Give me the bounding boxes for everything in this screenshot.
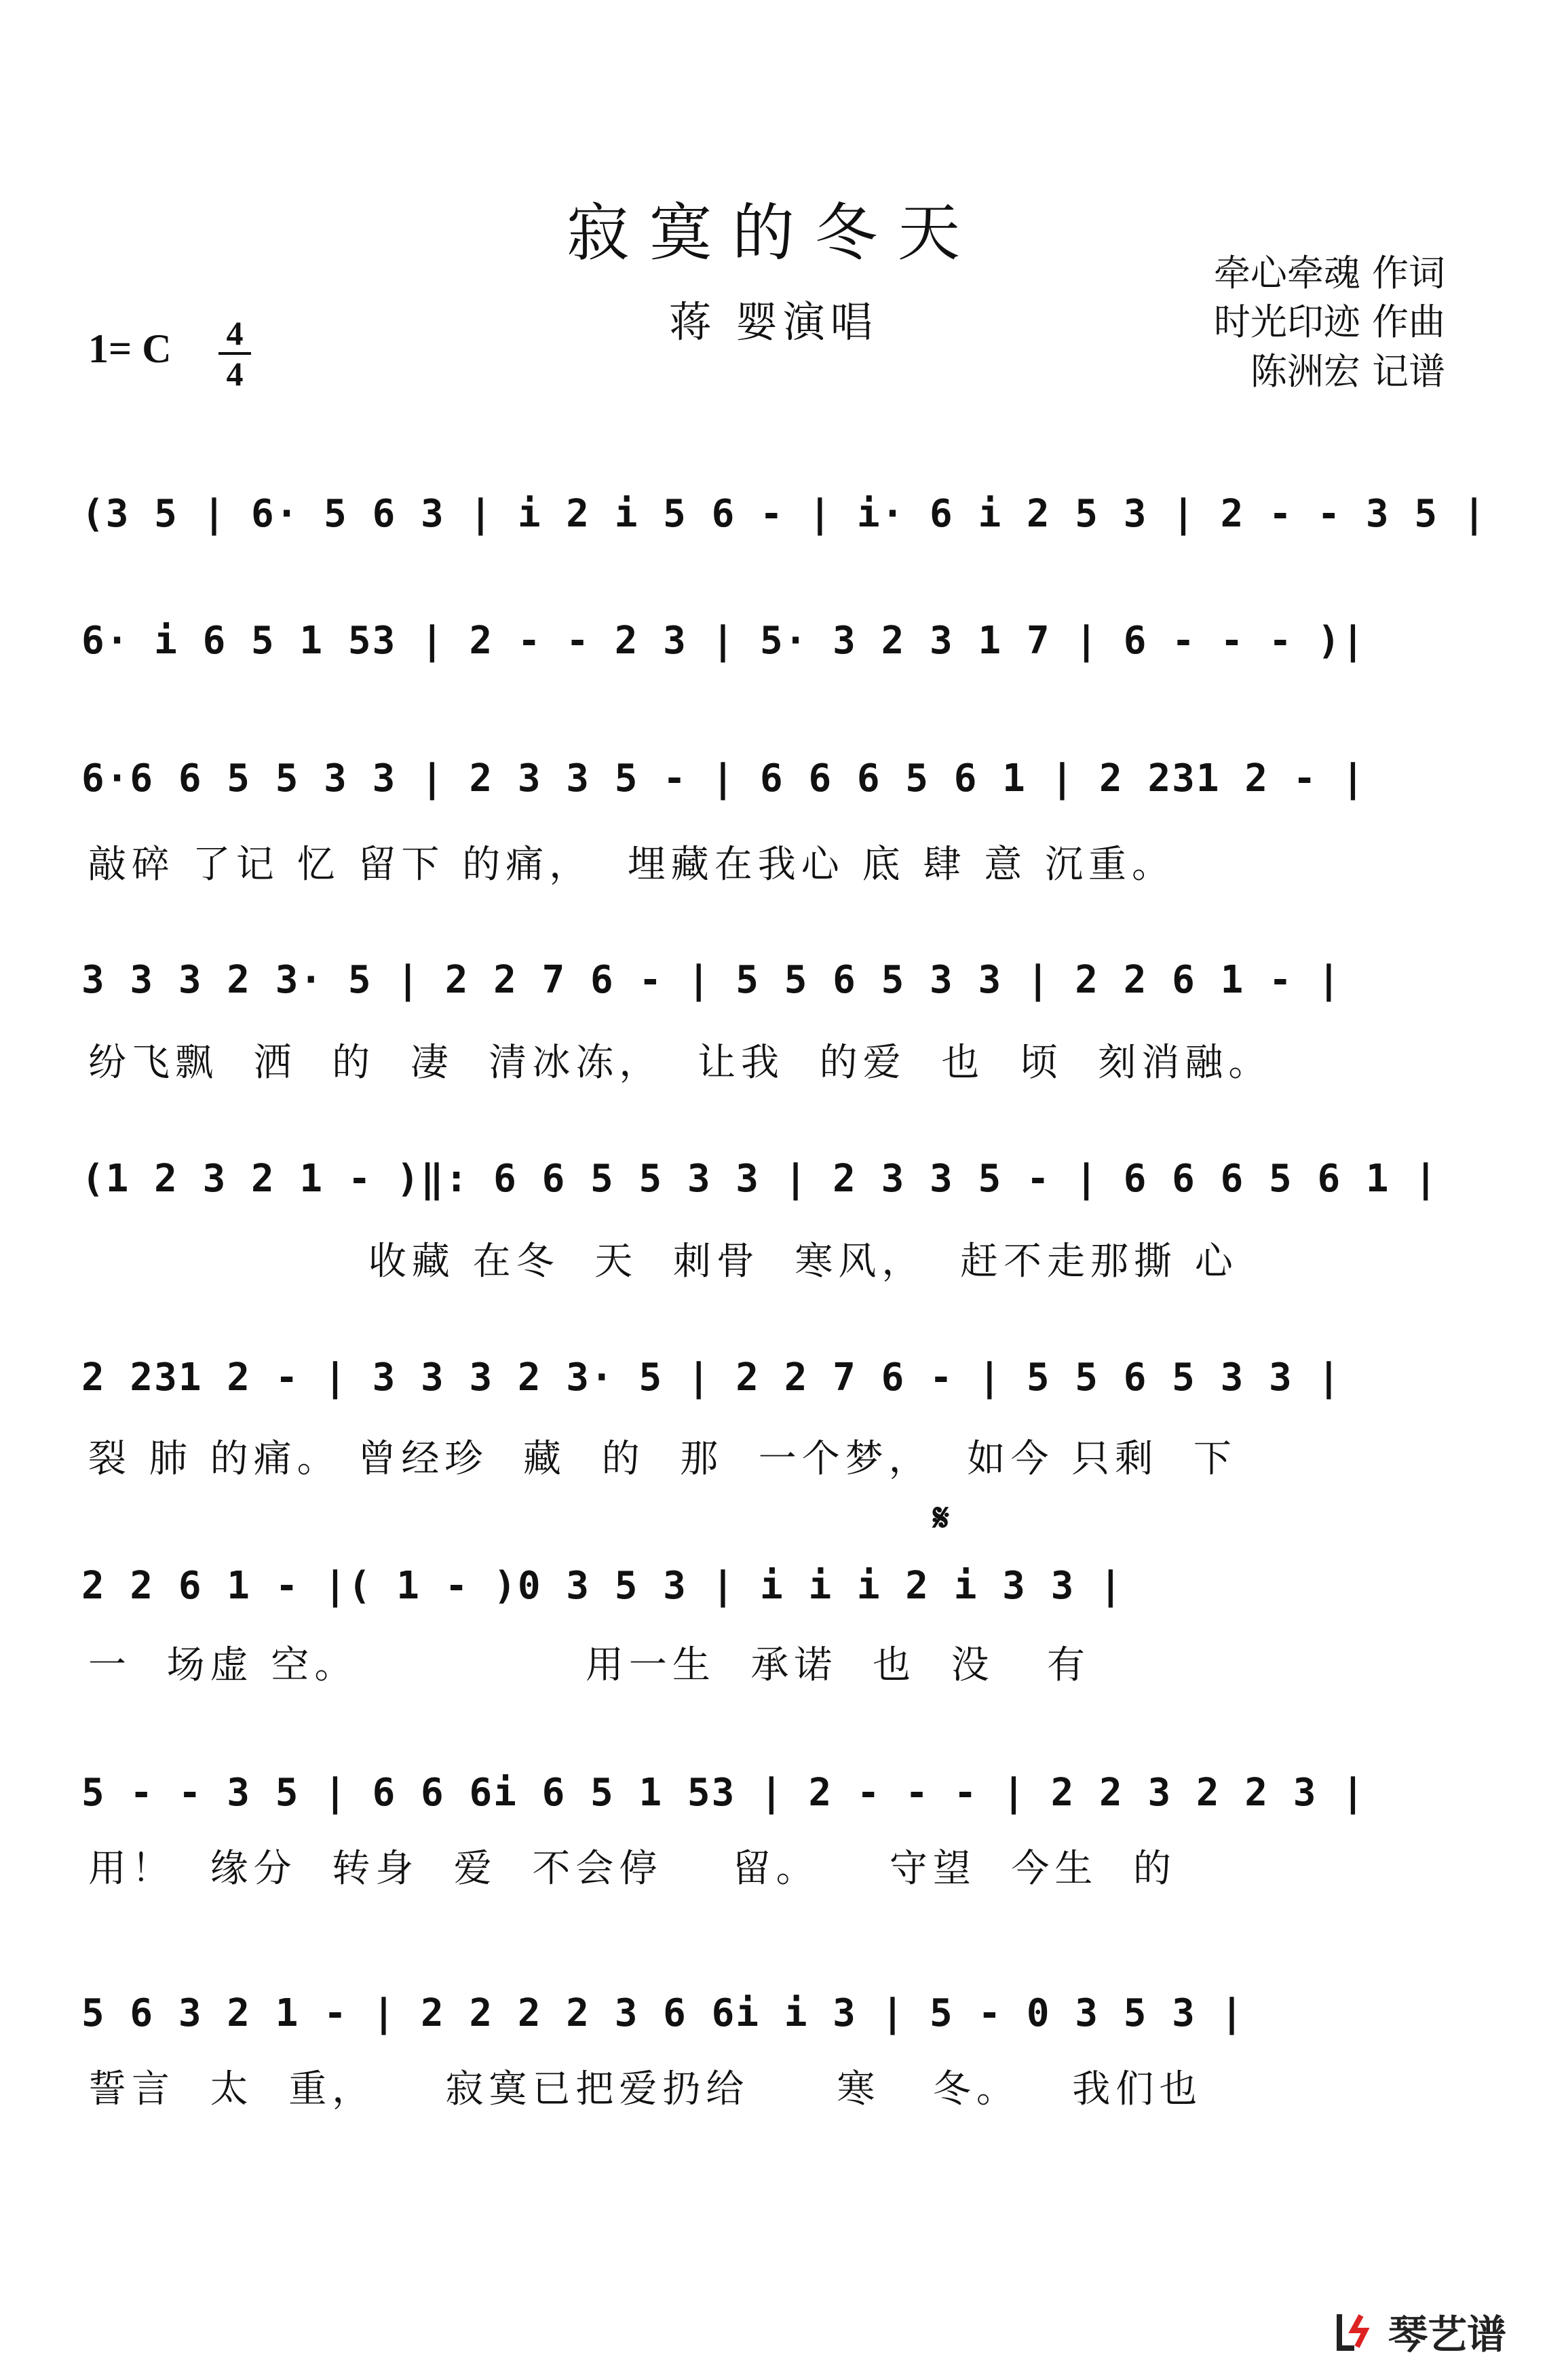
- lyric-line-8: 用！ 缘分 转身 爱 不会停 留。 守望 今生 的: [88, 1847, 1177, 1891]
- lyricist-credit: 牵心牵魂 作词: [1213, 252, 1445, 294]
- song-title: 寂寞的冬天: [566, 197, 980, 269]
- notation-line-9: 5 6 3 2 1 - | 2 2 2 2 3 6 6i i 3 | 5 - 0 3 5 3 |: [81, 1991, 1245, 2035]
- notation-line-2: 6· i 6 5 1 53 | 2 - - 2 3 | 5· 3 2 3 1 7 | 6 - - - )|: [81, 619, 1366, 663]
- lyric-line-4: 纷飞飘 洒 的 凄 清冰冻， 让我 的爱 也 顷 刻消融。: [88, 1041, 1272, 1085]
- segno-sign: 𝄋: [933, 1496, 950, 1540]
- lyric-line-5: 收藏 在冬 天 刺骨 寒风， 赶不走那撕 心: [88, 1240, 1238, 1284]
- notation-line-6: 2 231 2 - | 3 3 3 2 3· 5 | 2 2 7 6 - | 5 5 6 5 3 3 |: [81, 1356, 1342, 1400]
- notation-line-8: 5 - - 3 5 | 6 6 6i 6 5 1 53 | 2 - - - | 2 2 3 2 2 3 |: [81, 1771, 1366, 1815]
- lyric-line-6: 裂 肺 的痛。 曾经珍 藏 的 那 一个梦， 如今 只剩 下: [88, 1437, 1237, 1481]
- notation-line-3: 6·6 6 5 5 3 3 | 2 3 3 5 - | 6 6 6 5 6 1 | 2 231 2 - |: [81, 756, 1366, 801]
- logo-mark-icon: [1334, 2307, 1381, 2355]
- lyric-line-3: 敲碎 了记 忆 留下 的痛， 埋藏在我心 底 肆 意 沉重。: [88, 843, 1176, 887]
- composer-credit: 时光印迹 作曲: [1213, 301, 1445, 343]
- transcriber-credit: 陈洲宏 记谱: [1250, 350, 1445, 393]
- notation-line-5: (1 2 3 2 1 - )‖: 6 6 5 5 3 3 | 2 3 3 5 - | 6 6 6 5 6 1 |: [81, 1157, 1439, 1201]
- time-signature: [218, 315, 251, 391]
- notation-line-7: 2 2 6 1 - |( 1 - )0 3 5 3 | i i i 2 i 3 3 |: [81, 1564, 1124, 1608]
- time-signature-top: 4: [226, 314, 244, 352]
- watermark-logo: [1334, 2303, 1506, 2360]
- lyric-line-7: 一 场虚 空。 用一生 承诺 也 没 有: [88, 1643, 1091, 1687]
- key-signature: 1= C: [88, 326, 172, 371]
- notation-line-4: 3 3 3 2 3· 5 | 2 2 7 6 - | 5 5 6 5 3 3 | 2 2 6 1 - |: [81, 958, 1342, 1002]
- lyric-line-9: 誓言 太 重， 寂寞已把爱扔给 寒 冬。 我们也: [88, 2067, 1203, 2111]
- watermark-text: 琴艺谱: [1388, 2311, 1506, 2358]
- notation-line-1: (3 5 | 6· 5 6 3 | i 2 i 5 6 - | i· 6 i 2 5 3 | 2 - - 3 5 |: [81, 492, 1487, 536]
- time-signature-bottom: 4: [226, 355, 244, 393]
- singer-credit: 蒋 婴演唱: [669, 297, 878, 347]
